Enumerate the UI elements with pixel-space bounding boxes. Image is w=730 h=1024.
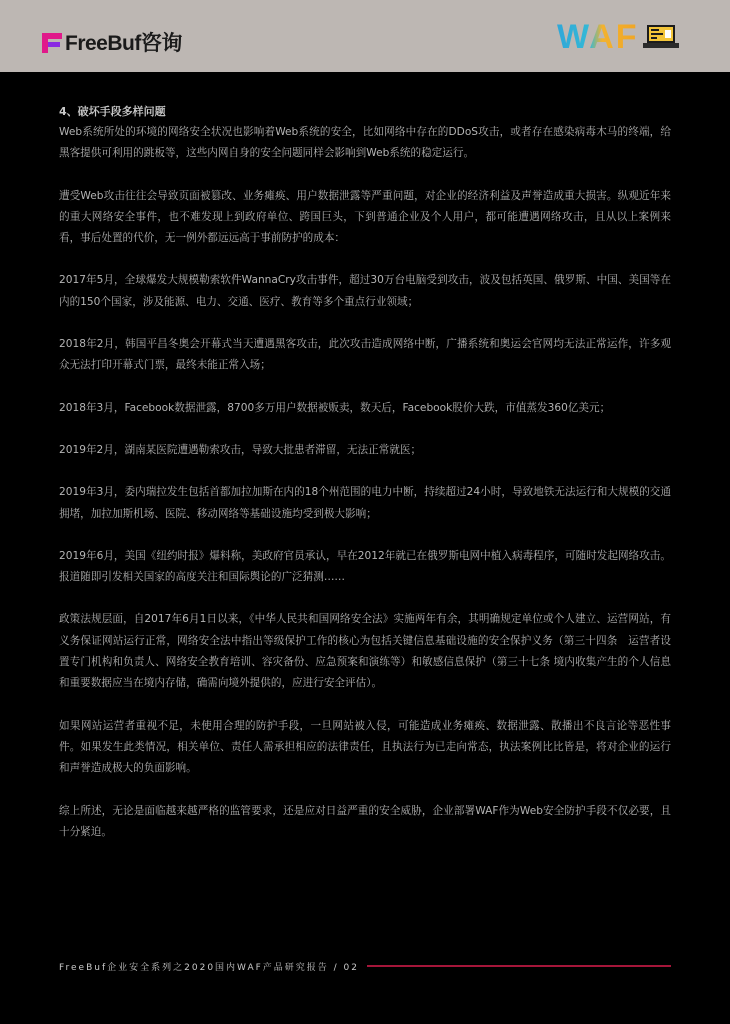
freebuf-logo-icon	[42, 31, 64, 53]
waf-logo	[557, 18, 679, 56]
paragraph: 政策法规层面，自2017年6月1日以来，《中华人民共和国网络安全法》实施两年有余，其明确规定单位或个人建立、运营网站，有义务保证网站运行正常，网络安全法中指出等级保护工作的核心为包括关键信息基础设施的安全保护义务（第三十四条 运营者设置专门机构和负责人、网络安全教育培训、容灾备份、应急预案和演练等）和敏感信息保护（第三十七条 境内收集产生的个人信息和重要数据应当在境内存储，确需向境外提供的，应进行安全评估）。	[59, 613, 671, 690]
section-title: 4、破坏手段多样问题	[59, 105, 166, 118]
brand-name: FreeBuf咨询	[65, 32, 182, 55]
waf-logo-text: WAF	[557, 18, 639, 56]
paragraph: 2017年5月，全球爆发大规模勒索软件WannaCry攻击事件，超过30万台电脑受到攻击，波及包括英国、俄罗斯、中国、美国等在内的150个国家，涉及能源、电力、交通、医疗、教育等多个重点行业领域；	[59, 274, 671, 308]
paragraph: 2018年2月，韩国平昌冬奥会开幕式当天遭遇黑客攻击，此次攻击造成网络中断，广播系统和奥运会官网均无法正常运作，许多观众无法打印开幕式门票，最终未能正常入场；	[59, 338, 671, 372]
paragraph: 遭受Web攻击往往会导致页面被篡改、业务瘫痪、用户数据泄露等严重问题，对企业的经济利益及声誉造成重大损害。纵观近年来的重大网络安全事件，也不难发现上到政府单位、跨国巨头，下到普通企业及个人用户，都可能遭遇网络攻击，且从以上案例来看，事后处置的代价，无一例外都远远高于事前防护的成本：	[59, 189, 671, 245]
paragraph: Web系统所处的环境的网络安全状况也影响着Web系统的安全，比如网络中存在的DDoS攻击，或者存在感染病毒木马的终端，给黑客提供可利用的跳板等，这些内网自身的安全问题同样会影响到Web系统的稳定运行。	[59, 126, 671, 160]
paragraph: 2019年2月，湖南某医院遭遇勒索攻击，导致大批患者滞留，无法正常就医；	[59, 443, 422, 456]
paragraph: 2019年3月，委内瑞拉发生包括首都加拉加斯在内的18个州范围的电力中断，持续超过24小时，导致地铁无法运行和大规模的交通拥堵，加拉加斯机场、医院、移动网络等基础设施均受到极大影响；	[59, 486, 671, 520]
page-header	[0, 0, 730, 72]
paragraph: 2019年6月，美国《纽约时报》爆料称，美政府官员承认，早在2012年就已在俄罗斯电网中植入病毒程序，可随时发起网络攻击。报道随即引发相关国家的高度关注和国际舆论的广泛猜测……	[59, 549, 671, 584]
paragraph: 如果网站运营者重视不足，未使用合理的防护手段，一旦网站被入侵，可能造成业务瘫痪、数据泄露、散播出不良言论等恶性事件。如果发生此类情况，相关单位、责任人需承担相应的法律责任，且执法行为已走向常态，执法案例比比皆是，将对企业的运行和声誉造成极大的负面影响。	[59, 719, 671, 775]
paragraph: 综上所述，无论是面临越来越严格的监管要求，还是应对日益严重的安全威胁，企业部署WAF作为Web安全防护手段不仅必要，且十分紧迫。	[59, 804, 671, 838]
footer-text: FreeBuf企业安全系列之2020国内WAF产品研究报告 / 02	[59, 962, 359, 973]
article-body	[59, 102, 671, 864]
page-footer	[59, 958, 671, 974]
laptop-icon	[643, 23, 679, 51]
paragraph: 2018年3月，Facebook数据泄露，8700多万用户数据被贩卖，数天后，Facebook股价大跌，市值蒸发360亿美元；	[59, 401, 611, 414]
freebuf-logo	[42, 29, 182, 55]
footer-rule	[367, 965, 671, 967]
